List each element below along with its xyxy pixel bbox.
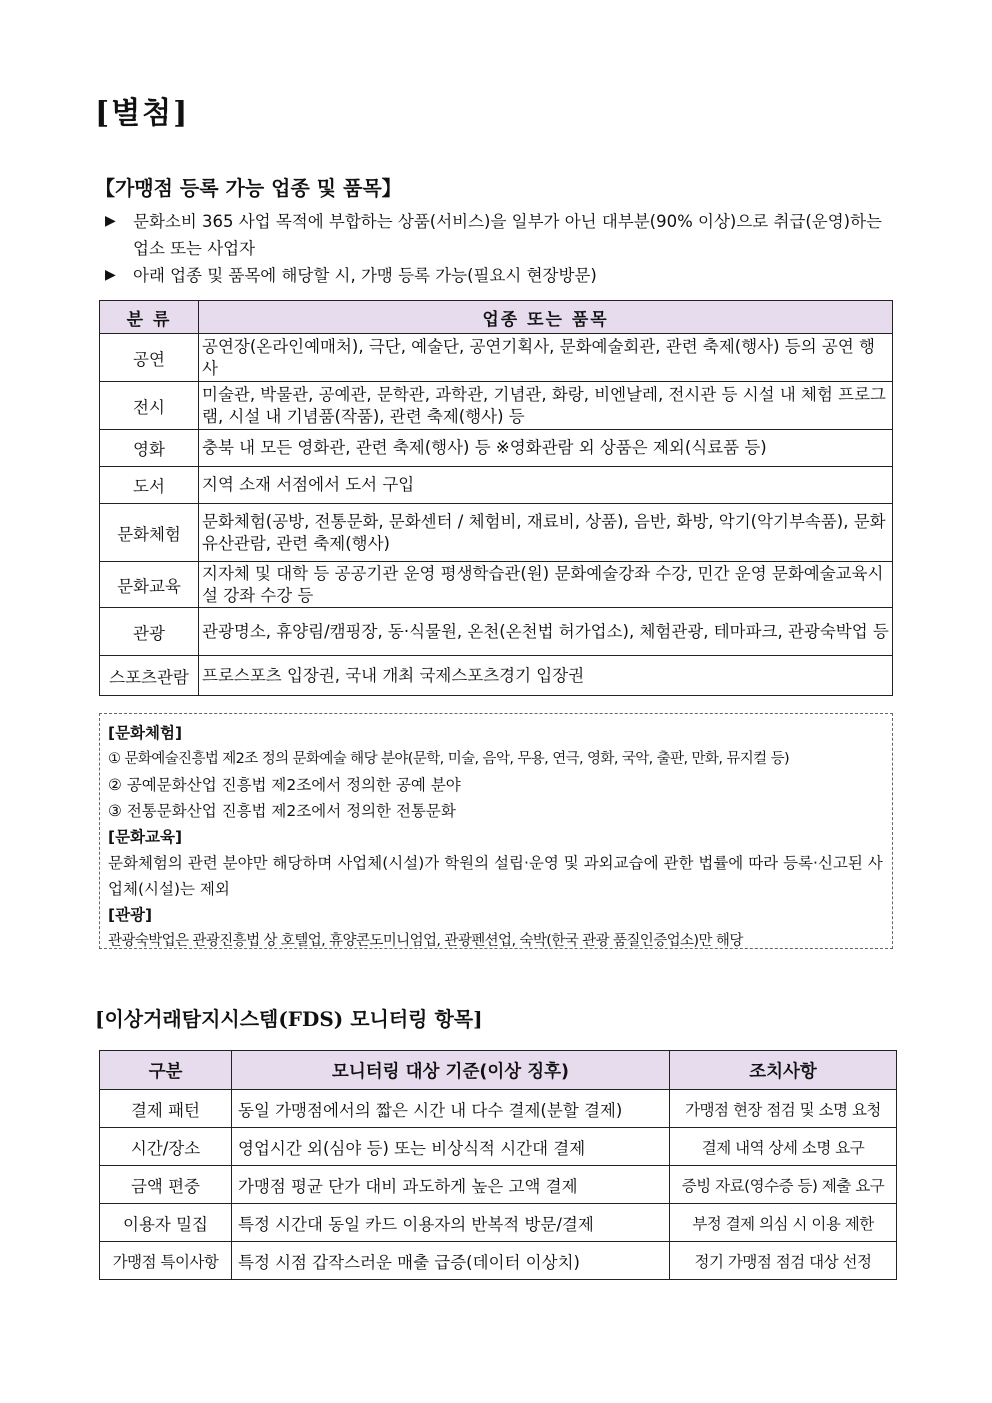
- fds-monitoring-table: [99, 1050, 897, 1280]
- eligibility-bullets: [105, 208, 900, 289]
- category-cell: 도서: [100, 467, 199, 504]
- table-row: [100, 1242, 897, 1280]
- notes-box: [99, 713, 893, 949]
- type-cell: 시간/장소: [100, 1128, 232, 1166]
- action-cell: 결제 내역 상세 소명 요구: [670, 1128, 897, 1166]
- items-cell: 지역 소재 서점에서 도서 구입: [199, 467, 893, 504]
- table-row: [100, 382, 893, 430]
- criteria-cell: 영업시간 외(심야 등) 또는 비상식적 시간대 결제: [232, 1128, 670, 1166]
- items-cell: 충북 내 모든 영화관, 관련 축제(행사) 등 ※영화관람 외 상품은 제외(식료품 등): [199, 430, 893, 467]
- items-cell: 공연장(온라인예매처), 극단, 예술단, 공연기획사, 문화예술회관, 관련 축제(행사) 등의 공연 행사: [199, 334, 893, 382]
- header-action: 조치사항: [670, 1051, 897, 1090]
- note-heading-culture: [문화체험]: [108, 724, 183, 742]
- triangle-bullet-icon: ▶: [105, 213, 116, 229]
- action-cell: 부정 결제 의심 시 이용 제한: [670, 1204, 897, 1242]
- table-row: [100, 504, 893, 562]
- merchant-category-table: [99, 300, 893, 696]
- bullet-text: 아래 업종 및 품목에 해당할 시, 가맹 등록 가능(필요시 현장방문): [133, 266, 597, 285]
- category-cell: 공연: [100, 334, 199, 382]
- table-row: [100, 608, 893, 656]
- table-row: [100, 656, 893, 696]
- action-cell: 증빙 자료(영수증 등) 제출 요구: [670, 1166, 897, 1204]
- note-heading-education: [문화교육]: [108, 828, 183, 846]
- note-item: ① 문화예술진흥법 제2조 정의 문화예술 해당 분야(문학, 미술, 음악, 무용, 연극, 영화, 국악, 출판, 만화, 뮤지컬 등): [108, 751, 790, 767]
- header-criteria: 모니터링 대상 기준(이상 징후): [232, 1051, 670, 1090]
- note-heading-tourism: [관광]: [108, 906, 153, 924]
- category-cell: 영화: [100, 430, 199, 467]
- table-row: [100, 1128, 897, 1166]
- table-row: [100, 1204, 897, 1242]
- items-cell: 미술관, 박물관, 공예관, 문학관, 과학관, 기념관, 화랑, 비엔날레, 전시관 등 시설 내 체험 프로그램, 시설 내 기념품(작품), 관련 축제(행사) 등: [199, 382, 893, 430]
- section-title-merchant-categories: 【가맹점 등록 가능 업종 및 품목】: [95, 176, 402, 200]
- table-row: [100, 1166, 897, 1204]
- table-row: [100, 562, 893, 608]
- page-title: [별첨]: [95, 96, 190, 131]
- type-cell: 결제 패턴: [100, 1090, 232, 1128]
- section-title-fds: [이상거래탐지시스템(FDS) 모니터링 항목]: [95, 1007, 483, 1031]
- bullet-item: [105, 208, 900, 262]
- items-cell: 문화체험(공방, 전통문화, 문화센터 / 체험비, 재료비, 상품), 음반, 화방, 악기(악기부속품), 문화유산관람, 관련 축제(행사): [199, 504, 893, 562]
- criteria-cell: 동일 가맹점에서의 짧은 시간 내 다수 결제(분할 결제): [232, 1090, 670, 1128]
- type-cell: 가맹점 특이사항: [100, 1242, 232, 1280]
- action-cell: 가맹점 현장 점검 및 소명 요청: [670, 1090, 897, 1128]
- note-text: 문화체험의 관련 분야만 해당하며 사업체(시설)가 학원의 설립·운영 및 과외교습에 관한 법률에 따라 등록·신고된 사업체(시설)는 제외: [108, 854, 883, 898]
- note-item: ③ 전통문화산업 진흥법 제2조에서 정의한 전통문화: [108, 802, 456, 820]
- note-text: 관광숙박업은 관광진흥법 상 호텔업, 휴양콘도미니엄업, 관광펜션업, 숙박(한국 관광 품질인증업소)만 해당: [108, 933, 743, 949]
- criteria-cell: 특정 시점 갑작스러운 매출 급증(데이터 이상치): [232, 1242, 670, 1280]
- type-cell: 금액 편중: [100, 1166, 232, 1204]
- table-row: [100, 1090, 897, 1128]
- category-cell: 관광: [100, 608, 199, 656]
- table-row: [100, 334, 893, 382]
- header-type: 구분: [100, 1051, 232, 1090]
- table-row: [100, 430, 893, 467]
- action-cell: 정기 가맹점 점검 대상 선정: [670, 1242, 897, 1280]
- table-header-row: [100, 301, 893, 334]
- category-cell: 문화체험: [100, 504, 199, 562]
- header-category: 분 류: [100, 301, 199, 334]
- type-cell: 이용자 밀집: [100, 1204, 232, 1242]
- header-items: 업종 또는 품목: [199, 301, 893, 334]
- items-cell: 프로스포츠 입장권, 국내 개최 국제스포츠경기 입장권: [199, 656, 893, 696]
- criteria-cell: 특정 시간대 동일 카드 이용자의 반복적 방문/결제: [232, 1204, 670, 1242]
- items-cell: 지자체 및 대학 등 공공기관 운영 평생학습관(원) 문화예술강좌 수강, 민간 운영 문화예술교육시설 강좌 수강 등: [199, 562, 893, 608]
- bullet-text: 문화소비 365 사업 목적에 부합하는 상품(서비스)을 일부가 아닌 대부분(90% 이상)으로 취급(운영)하는 업소 또는 사업자: [133, 212, 882, 258]
- note-item: ② 공예문화산업 진흥법 제2조에서 정의한 공예 분야: [108, 776, 461, 794]
- items-cell: 관광명소, 휴양림/캠핑장, 동·식물원, 온천(온천법 허가업소), 체험관광, 테마파크, 관광숙박업 등: [199, 608, 893, 656]
- category-cell: 문화교육: [100, 562, 199, 608]
- table-header-row: [100, 1051, 897, 1090]
- table-row: [100, 467, 893, 504]
- criteria-cell: 가맹점 평균 단가 대비 과도하게 높은 고액 결제: [232, 1166, 670, 1204]
- category-cell: 스포츠관람: [100, 656, 199, 696]
- bullet-item: [105, 262, 900, 289]
- triangle-bullet-icon: ▶: [105, 267, 116, 283]
- category-cell: 전시: [100, 382, 199, 430]
